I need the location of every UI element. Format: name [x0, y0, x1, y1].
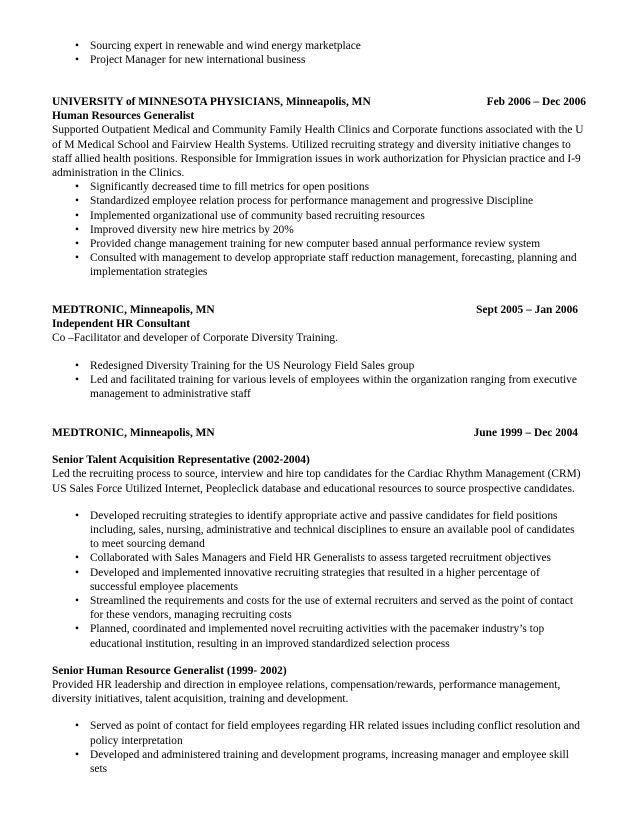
job-title: Independent HR Consultant	[52, 318, 190, 331]
role-bullet-list	[52, 719, 586, 776]
bullet-icon: •	[75, 552, 79, 565]
job-medtronic-talent	[52, 426, 586, 776]
bullet-icon: •	[75, 359, 79, 372]
role-description: Led the recruiting process to source, interview and hire top candidates for the Cardiac Rhythm Management (CRM) US Sales Force Utilized Internet, Peopleclick database and educational resources to source prospective candidates.	[52, 468, 581, 495]
job-dates: Sept 2005 – Jan 2006	[476, 304, 578, 316]
list-item: • Improved diversity new hire metrics by 20%	[52, 223, 586, 237]
bullet-icon: •	[75, 40, 79, 52]
job-bullet-list	[52, 359, 586, 402]
job-header	[52, 303, 586, 317]
bullet-icon: •	[75, 623, 79, 636]
bullet-icon: •	[75, 181, 79, 194]
list-item: • Developed and administered training and development programs, increasing manager and employee skill sets	[52, 748, 586, 776]
bullet-icon: •	[75, 252, 79, 265]
bullet-icon: •	[75, 195, 79, 208]
company-name: MEDTRONIC, Minneapolis, MN	[52, 427, 215, 439]
list-item: • Consulted with management to develop appropriate staff reduction management, forecasting, planning and implementation strategies	[52, 251, 586, 279]
job-description: Supported Outpatient Medical and Community Family Health Clinics and Corporate functions associated with the U of M Medical School and Fairview Health Systems. Utilized recruiting strategy and diversity initiative changes to staff allied health positions. Responsible for Immigration issues in work authorization for Physician practice and I-9 administration in the Clinics.	[52, 124, 584, 180]
job-description: Co –Facilitator and developer of Corporate Diversity Training.	[52, 332, 338, 345]
role-bullet-list	[52, 509, 586, 651]
list-item: • Developed and implemented innovative recruiting strategies that resulted in a higher percentage of successful employee placements	[52, 566, 586, 594]
list-item: • Developed recruiting strategies to identify appropriate active and passive candidates for field positions including, sales, nursing, administrative and technical disciplines to ensure an available pool of candidates to meet sourcing demand	[52, 509, 586, 552]
list-item: • Significantly decreased time to fill metrics for open positions	[52, 180, 586, 194]
bullet-icon: •	[75, 238, 79, 251]
job-umphysicians	[52, 95, 586, 280]
company-name: MEDTRONIC, Minneapolis, MN	[52, 304, 215, 316]
bullet-icon: •	[75, 509, 79, 522]
list-item: • Redesigned Diversity Training for the US Neurology Field Sales group	[52, 359, 586, 373]
job-header	[52, 426, 586, 440]
bullet-icon: •	[75, 223, 79, 236]
company-name: UNIVERSITY of MINNESOTA PHYSICIANS, Minneapolis, MN	[52, 96, 371, 108]
list-item: • Project Manager for new international business	[52, 53, 586, 67]
role-description: Provided HR leadership and direction in employee relations, compensation/rewards, performance management, diversity initiatives, talent acquisition, training and development.	[52, 679, 561, 706]
list-item: • Planned, coordinated and implemented novel recruiting activities with the pacemaker industry’s top educational institution, resulting in an improved standardized selection process	[52, 622, 586, 650]
job-dates: June 1999 – Dec 2004	[473, 427, 578, 439]
list-item: • Served as point of contact for field employees regarding HR related issues including conflict resolution and policy interpretation	[52, 719, 586, 747]
list-item: • Collaborated with Sales Managers and Field HR Generalists to assess targeted recruitment objectives	[52, 551, 586, 565]
bullet-icon: •	[75, 720, 79, 733]
bullet-icon: •	[75, 209, 79, 222]
bullet-icon: •	[75, 595, 79, 608]
bullet-icon: •	[75, 373, 79, 386]
list-item: • Sourcing expert in renewable and wind energy marketplace	[52, 39, 586, 53]
list-item: • Implemented organizational use of community based recruiting resources	[52, 209, 586, 223]
job-header	[52, 95, 586, 109]
job-dates: Feb 2006 – Dec 2006	[486, 96, 586, 108]
bullet-icon: •	[75, 54, 79, 67]
list-item: • Led and facilitated training for various levels of employees within the organization ranging from executive management to administrative staff	[52, 373, 586, 401]
bullet-icon: •	[75, 566, 79, 579]
job-title: Human Resources Generalist	[52, 110, 195, 123]
job-medtronic-consultant	[52, 303, 586, 401]
list-item: • Provided change management training for new computer based annual performance review system	[52, 237, 586, 251]
list-item: • Standardized employee relation process for performance management and progressive Discipline	[52, 194, 586, 208]
bullet-icon: •	[75, 748, 79, 761]
role-title: Senior Talent Acquisition Representative (2002-2004)	[52, 454, 310, 467]
job-bullet-list	[52, 180, 586, 279]
top-bullet-list	[52, 39, 586, 67]
list-item: • Streamlined the requirements and costs for the use of external recruiters and served as the point of contact for these vendors, managing recruiting costs	[52, 594, 586, 622]
role-title: Senior Human Resource Generalist (1999- 2002)	[52, 664, 287, 677]
